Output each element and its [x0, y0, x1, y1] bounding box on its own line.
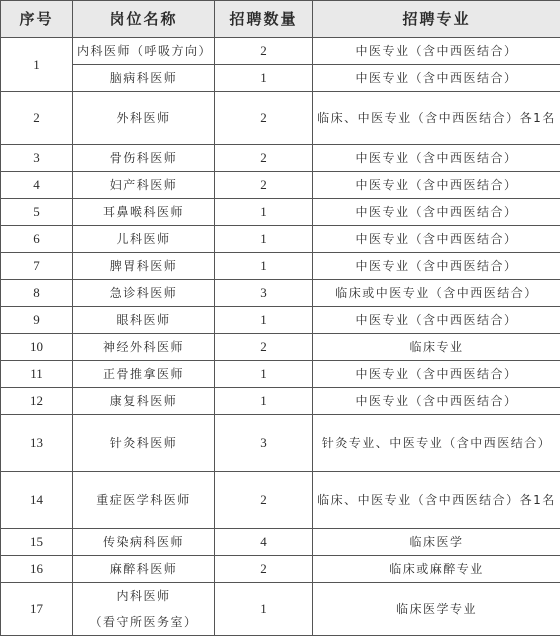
row-index: 2 [1, 92, 73, 145]
table-row [1, 583, 560, 636]
row-position-line2: （看守所医务室） [77, 609, 210, 635]
row-index: 14 [1, 472, 73, 529]
row-position: 康复科医师 [73, 388, 215, 415]
row-index: 5 [1, 199, 73, 226]
row-count: 1 [215, 65, 313, 92]
table-row [1, 388, 560, 415]
row-position: 儿科医师 [73, 226, 215, 253]
row-index: 13 [1, 415, 73, 472]
row-major: 中医专业（含中西医结合） [313, 226, 560, 253]
row-count: 1 [215, 253, 313, 280]
header-position: 岗位名称 [73, 1, 215, 38]
row-count: 2 [215, 556, 313, 583]
table-row [1, 92, 560, 145]
row-count: 2 [215, 38, 313, 65]
row-count: 2 [215, 172, 313, 199]
table-row [1, 145, 560, 172]
row-index: 3 [1, 145, 73, 172]
row-position: 麻醉科医师 [73, 556, 215, 583]
row-position: 急诊科医师 [73, 280, 215, 307]
row-position: 脾胃科医师 [73, 253, 215, 280]
row-position: 正骨推拿医师 [73, 361, 215, 388]
header-row [1, 1, 560, 38]
row-position: 妇产科医师 [73, 172, 215, 199]
row-major: 临床医学 [313, 529, 560, 556]
row-count: 3 [215, 415, 313, 472]
table-row [1, 361, 560, 388]
row-index: 8 [1, 280, 73, 307]
header-index: 序号 [1, 1, 73, 38]
row-major: 中医专业（含中西医结合） [313, 307, 560, 334]
table-row [1, 472, 560, 529]
row-major: 中医专业（含中西医结合） [313, 253, 560, 280]
row-index: 7 [1, 253, 73, 280]
row-count: 2 [215, 472, 313, 529]
row-index: 4 [1, 172, 73, 199]
row-major: 临床专业 [313, 334, 560, 361]
row-position [73, 583, 215, 636]
row-position: 传染病科医师 [73, 529, 215, 556]
row-count: 1 [215, 307, 313, 334]
row-major: 临床或麻醉专业 [313, 556, 560, 583]
row-major: 中医专业（含中西医结合） [313, 38, 560, 65]
row-position: 脑病科医师 [73, 65, 215, 92]
table-row [1, 253, 560, 280]
row-major: 临床、中医专业（含中西医结合）各1名 [313, 92, 560, 145]
row-count: 1 [215, 388, 313, 415]
row-position: 内科医师（呼吸方向） [73, 38, 215, 65]
header-major: 招聘专业 [313, 1, 560, 38]
row-position: 神经外科医师 [73, 334, 215, 361]
row-major: 中医专业（含中西医结合） [313, 388, 560, 415]
row-position-line1: 内科医师 [77, 583, 210, 609]
row-major: 临床、中医专业（含中西医结合）各1名 [313, 472, 560, 529]
row-position: 重症医学科医师 [73, 472, 215, 529]
row-index: 9 [1, 307, 73, 334]
row-major: 中医专业（含中西医结合） [313, 172, 560, 199]
row-position: 骨伤科医师 [73, 145, 215, 172]
row-major: 中医专业（含中西医结合） [313, 361, 560, 388]
table-row [1, 199, 560, 226]
table-row [1, 65, 560, 92]
row-index: 15 [1, 529, 73, 556]
row-major: 临床或中医专业（含中西医结合） [313, 280, 560, 307]
table-row [1, 172, 560, 199]
table-row [1, 415, 560, 472]
table-row [1, 280, 560, 307]
row-position: 外科医师 [73, 92, 215, 145]
row-count: 1 [215, 583, 313, 636]
row-count: 1 [215, 226, 313, 253]
row-major: 针灸专业、中医专业（含中西医结合） [313, 415, 560, 472]
table-row [1, 307, 560, 334]
table-row [1, 556, 560, 583]
row-position: 针灸科医师 [73, 415, 215, 472]
row-index: 16 [1, 556, 73, 583]
row-major: 中医专业（含中西医结合） [313, 199, 560, 226]
row-count: 1 [215, 361, 313, 388]
row-position: 眼科医师 [73, 307, 215, 334]
table-row [1, 334, 560, 361]
row-count: 3 [215, 280, 313, 307]
row-count: 2 [215, 92, 313, 145]
row-index: 12 [1, 388, 73, 415]
table-row [1, 529, 560, 556]
row-count: 4 [215, 529, 313, 556]
table-row [1, 226, 560, 253]
row-index: 1 [1, 38, 73, 92]
row-count: 1 [215, 199, 313, 226]
row-major: 中医专业（含中西医结合） [313, 145, 560, 172]
row-position: 耳鼻喉科医师 [73, 199, 215, 226]
row-index: 6 [1, 226, 73, 253]
table-row [1, 38, 560, 65]
row-count: 2 [215, 145, 313, 172]
row-index: 10 [1, 334, 73, 361]
row-major: 临床医学专业 [313, 583, 560, 636]
row-index: 17 [1, 583, 73, 636]
row-major: 中医专业（含中西医结合） [313, 65, 560, 92]
header-count: 招聘数量 [215, 1, 313, 38]
row-index: 11 [1, 361, 73, 388]
row-count: 2 [215, 334, 313, 361]
